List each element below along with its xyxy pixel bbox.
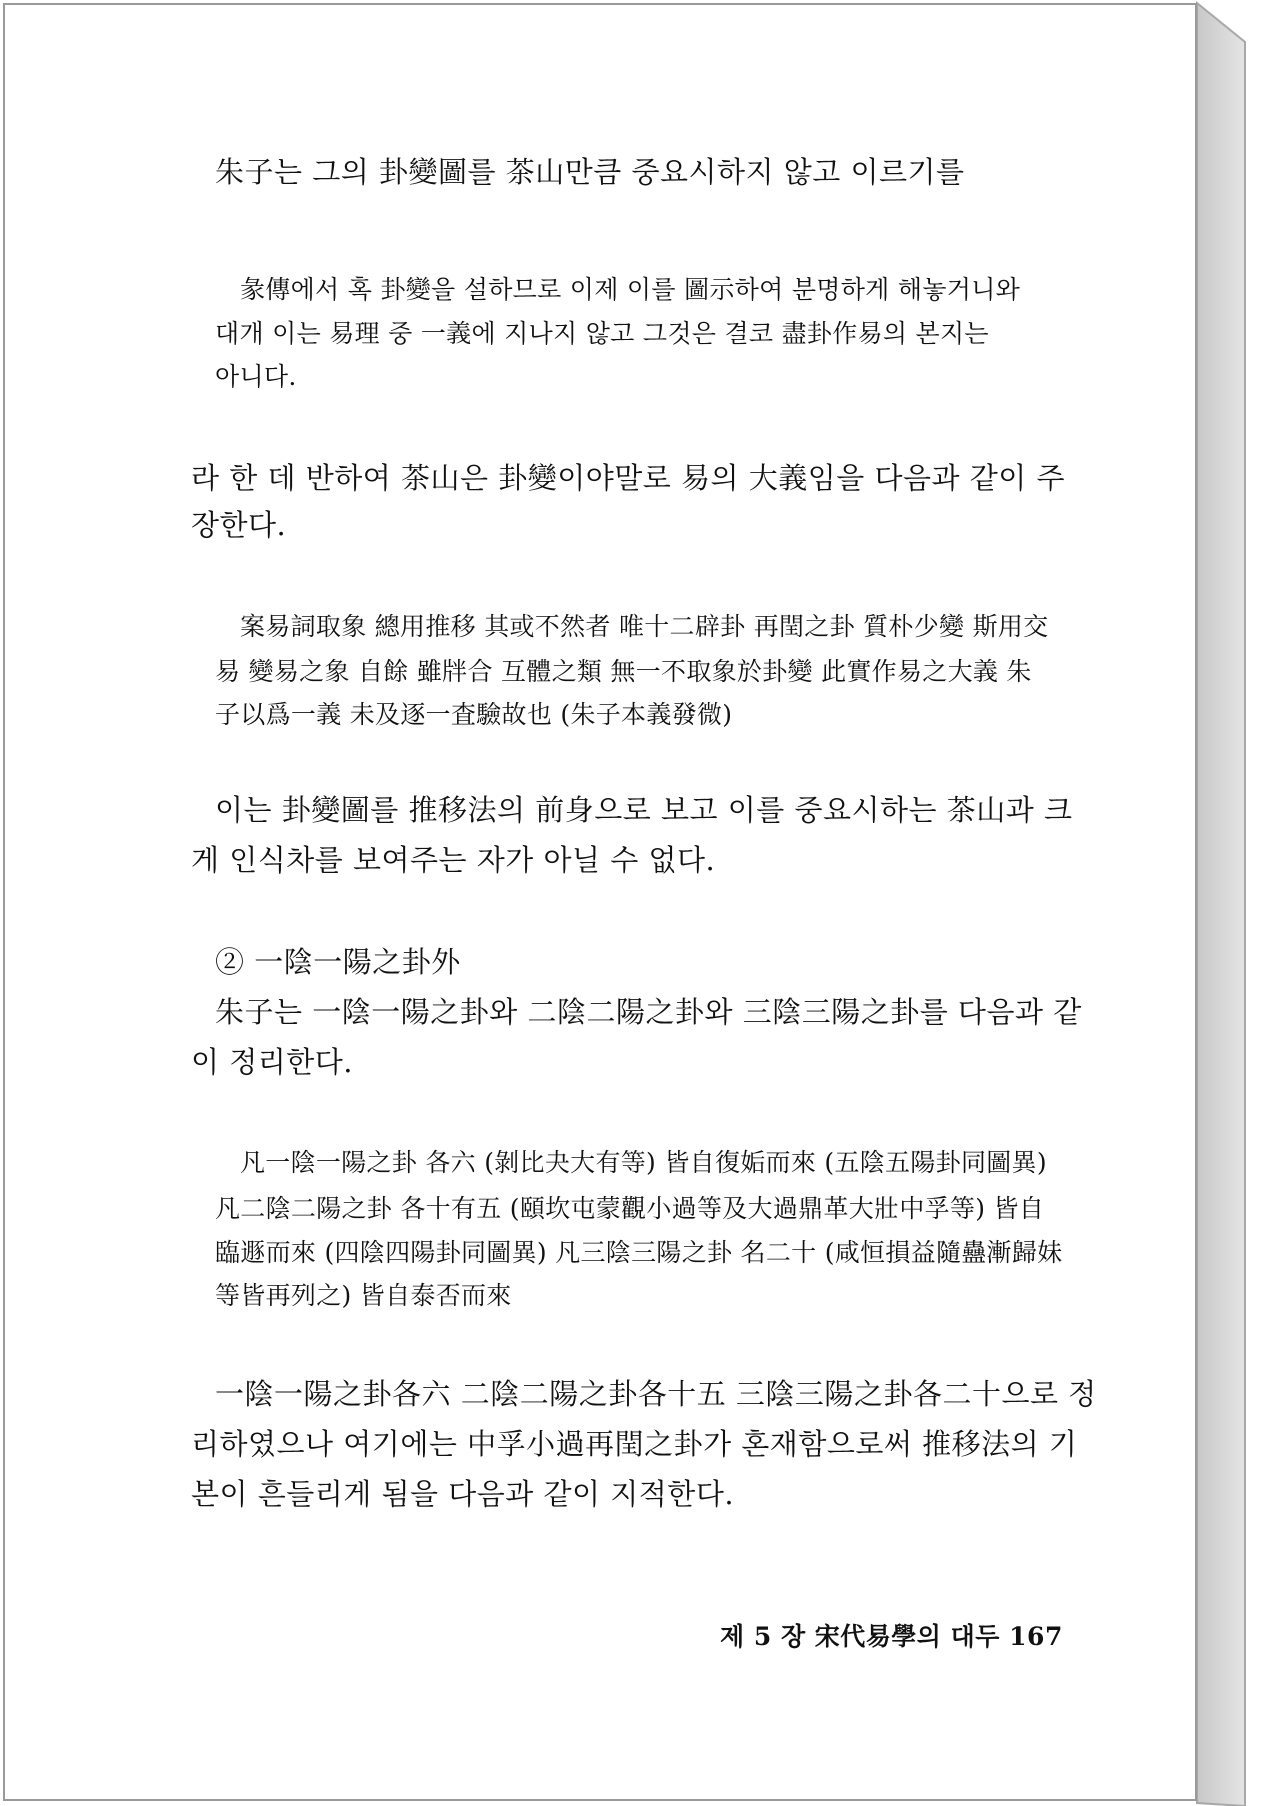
body-line-4: 이는 卦變圖를 推移法의 前身으로 보고 이를 중요시하는 茶山과 크	[215, 793, 1073, 827]
hanja-list-line-1: 凡一陰一陽之卦 各六 (剝比夬大有等) 皆自復姤而來 (五陰五陽卦同圖異)	[240, 1148, 1047, 1177]
body-line-1: 朱子는 그의 卦變圖를 茶山만큼 중요시하지 않고 이르기를	[215, 155, 965, 189]
hanja-quote-line-1: 案易詞取象 總用推移 其或不然者 唯十二辟卦 再閏之卦 質朴少變 斯用交	[240, 612, 1049, 641]
section-heading: ② 一陰一陽之卦外	[215, 945, 461, 979]
quote-line-1: 彖傳에서 혹 卦變을 설하므로 이제 이를 圖示하여 분명하게 해놓거니와	[240, 275, 1021, 304]
quote-line-3: 아니다.	[215, 362, 297, 391]
hanja-quote-line-2: 易 變易之象 自餘 雖牉合 互體之類 無一不取象於卦變 此實作易之大義 朱	[215, 657, 1032, 686]
body-line-2: 라 한 데 반하여 茶山은 卦變이야말로 易의 大義임을 다음과 같이 주	[191, 461, 1065, 495]
body-line-9: 리하였으나 여기에는 中孚小過再閏之卦가 혼재함으로써 推移法의 기	[191, 1427, 1078, 1461]
body-line-7: 이 정리한다.	[191, 1045, 354, 1079]
body-line-5: 게 인식차를 보여주는 자가 아닐 수 없다.	[191, 843, 716, 877]
body-line-8: 一陰一陽之卦各六 二陰二陽之卦各十五 三陰三陽之卦各二十으로 정	[215, 1377, 1097, 1411]
hanja-quote-line-3: 子以爲一義 未及逐一査驗故也 (朱子本義發微)	[215, 700, 733, 729]
quote-line-2: 대개 이는 易理 중 一義에 지나지 않고 그것은 결코 盡卦作易의 본지는	[215, 319, 989, 348]
hanja-list-line-2: 凡二陰二陽之卦 各十有五 (頤坎屯蒙觀小過等及大過鼎革大壯中孚等) 皆自	[215, 1194, 1045, 1223]
body-line-6: 朱子는 一陰一陽之卦와 二陰二陽之卦와 三陰三陽之卦를 다음과 같	[215, 995, 1082, 1029]
document-page	[3, 3, 1197, 1801]
hanja-list-line-3: 臨遯而來 (四陰四陽卦同圖異) 凡三陰三陽之卦 名二十 (咸恒損益隨蠱漸歸妹	[215, 1238, 1063, 1267]
hanja-list-line-4: 等皆再列之) 皆自泰否而來	[215, 1281, 512, 1310]
body-line-3: 장한다.	[191, 508, 287, 542]
body-line-10: 본이 흔들리게 됨을 다음과 같이 지적한다.	[191, 1477, 735, 1511]
page-footer: 제 5 장 宋代易學의 대두 167	[720, 1622, 1063, 1651]
